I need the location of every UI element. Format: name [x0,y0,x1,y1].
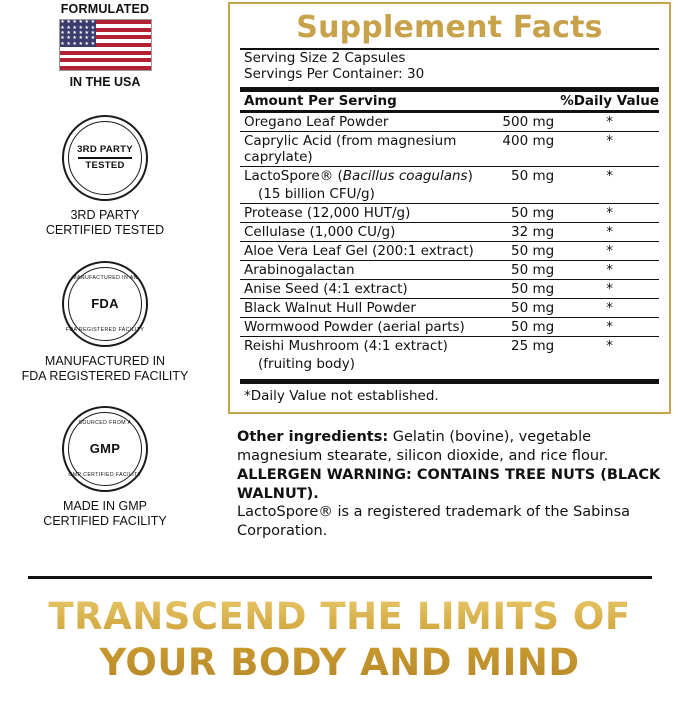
ingredient-dv: * [560,222,659,241]
fda-caption-line1: MANUFACTURED IN [44,353,166,368]
other-ingredients-list: Gelatin (bovine), vegetable magnesium stearate, silicon dioxide, and rice flour. [237,429,609,464]
supplement-facts-panel [228,2,671,414]
ingredient-dv: * [560,298,659,317]
ingredient-amount: 50 mg [486,279,560,298]
ingredient-dv: * [560,260,659,279]
ingredient-dv: * [606,167,613,184]
table-row [240,131,659,166]
daily-value-note: *Daily Value not established. [244,387,439,404]
fda-seal-text: FDA [91,295,119,311]
third-party-caption [0,208,210,239]
ingredient-name: Aloe Vera Leaf Gel (200:1 extract) [240,241,486,260]
ingredient-name: Cellulase (1,000 CU/g) [240,222,486,241]
allergen-warning: ALLERGEN WARNING: CONTAINS TREE NUTS (BLACK WALNUT). [237,466,661,502]
header-daily-value: %Daily Value [560,92,659,109]
header-spacer [486,92,560,111]
ingredient-name: Black Walnut Hull Powder [240,298,486,317]
ingredient-amount: 50 mg [510,167,555,184]
badge-fda-registered [0,261,210,385]
ingredient-amount: 50 mg [486,260,560,279]
trademark-note: LactoSpore® is a registered trademark of the Sabinsa Corporation. [237,504,631,540]
ingredient-name [240,166,486,185]
ingredient-name: Arabinogalactan [240,260,486,279]
table-row [240,317,659,336]
ingredient-name: Anise Seed (4:1 extract) [240,279,486,298]
fda-caption [0,354,210,385]
ingredient-amount: 32 mg [486,222,560,241]
third-party-caption-line1: 3RD PARTY [70,208,140,222]
fda-seal-arc-bottom: FDA REGISTERED FACILITY [65,326,145,333]
third-party-seal-icon [62,115,148,201]
ingredient-name: Wormwood Powder (aerial parts) [240,317,486,336]
third-party-seal-line2: TESTED [85,159,125,171]
table-row [240,279,659,298]
formulated-bottom-label: IN THE USA [69,75,141,89]
gmp-caption-line2: CERTIFIED FACILITY [43,514,167,529]
ingredient-name: Protease (12,000 HUT/g) [240,203,486,222]
table-row [240,222,659,241]
footer-tagline-line2: YOUR BODY AND MIND [99,641,580,685]
table-row [240,203,659,222]
other-ingredients-block [237,428,673,541]
ingredient-amount: 25 mg [510,337,555,354]
ingredient-amount: 400 mg [486,131,560,166]
other-ingredients-line [237,428,673,466]
ingredient-name: Caprylic Acid (from magnesium caprylate) [240,131,486,166]
footer-tagline-line1: TRANSCEND THE LIMITS OF [48,595,631,638]
ingredient-dv-empty [560,355,659,373]
ingredient-dv: * [560,317,659,336]
gmp-caption [0,499,210,530]
fda-seal-arc-top: MANUFACTURED IN AN [72,274,138,281]
lacto-prefix: LactoSpore® ( [244,167,343,184]
badge-third-party-tested [0,115,210,239]
table-row [240,166,659,185]
gmp-seal-arc-top: SOURCED FROM A [78,420,132,426]
footer-divider [28,576,652,579]
ingredient-amount: 50 mg [486,317,560,336]
ingredient-name: Oregano Leaf Powder [240,113,486,132]
badge-formulated-usa [0,2,210,89]
ingredient-amount: 500 mg [486,113,560,132]
table-row [240,241,659,260]
table-row-sub [240,355,659,373]
gmp-caption-line1: MADE IN GMP [62,499,148,513]
formulated-top-label: FORMULATED [60,2,150,16]
ingredient-dv: * [560,279,659,298]
table-header-row [240,92,659,111]
lacto-suffix: ) [467,167,473,184]
table-row [240,298,659,317]
ingredient-amount-empty [486,355,560,373]
table-row [240,336,659,355]
supplement-facts-table [240,92,659,373]
certification-badge-column [0,0,210,530]
ingredient-name: Reishi Mushroom (4:1 extract) [244,337,448,354]
ingredient-amount: 50 mg [486,203,560,222]
ingredient-dv: * [560,113,659,132]
ingredient-dv: * [606,337,613,354]
ingredient-dv-empty [560,185,659,204]
ingredient-dv: * [560,241,659,260]
third-party-seal-line1: 3RD PARTY [77,144,133,156]
ingredient-subnote: (15 billion CFU/g) [240,185,486,204]
gmp-seal-text: GMP [89,441,121,457]
gmp-seal-arc-bottom: GMP CERTIFIED FACILITY [68,472,142,478]
ingredient-dv: * [560,131,659,166]
fda-caption-line2: FDA REGISTERED FACILITY [21,368,189,383]
table-row [240,260,659,279]
servings-per-container: Servings Per Container: 30 [244,65,425,82]
table-row-sub [240,185,659,204]
badge-gmp-certified [0,406,210,530]
supplement-facts-title: Supplement Facts [296,10,603,45]
other-ingredients-label: Other ingredients: [237,429,389,445]
ingredient-amount: 50 mg [486,241,560,260]
ingredient-amount-empty [486,185,560,204]
gmp-seal-icon [62,406,148,492]
fda-seal-icon [62,261,148,347]
third-party-caption-line2: CERTIFIED TESTED [45,223,165,238]
ingredient-dv: * [560,203,659,222]
usa-flag-icon: ★ ★ ★ ★ ★ ★ ★ ★ ★ ★ ★ ★ ★ ★ ★ ★ ★ ★ ★ ★ ★ ★ ★ ★ ★ ★ ★ ★ ★ ★ [59,19,152,71]
header-amount-per-serving: Amount Per Serving [240,92,486,111]
serving-size: Serving Size 2 Capsules [244,49,406,66]
lacto-italic: Bacillus coagulans [342,167,468,184]
ingredient-subnote: (fruiting body) [258,355,355,372]
footer-tagline [0,594,679,687]
table-row [240,113,659,132]
ingredient-amount: 50 mg [486,298,560,317]
